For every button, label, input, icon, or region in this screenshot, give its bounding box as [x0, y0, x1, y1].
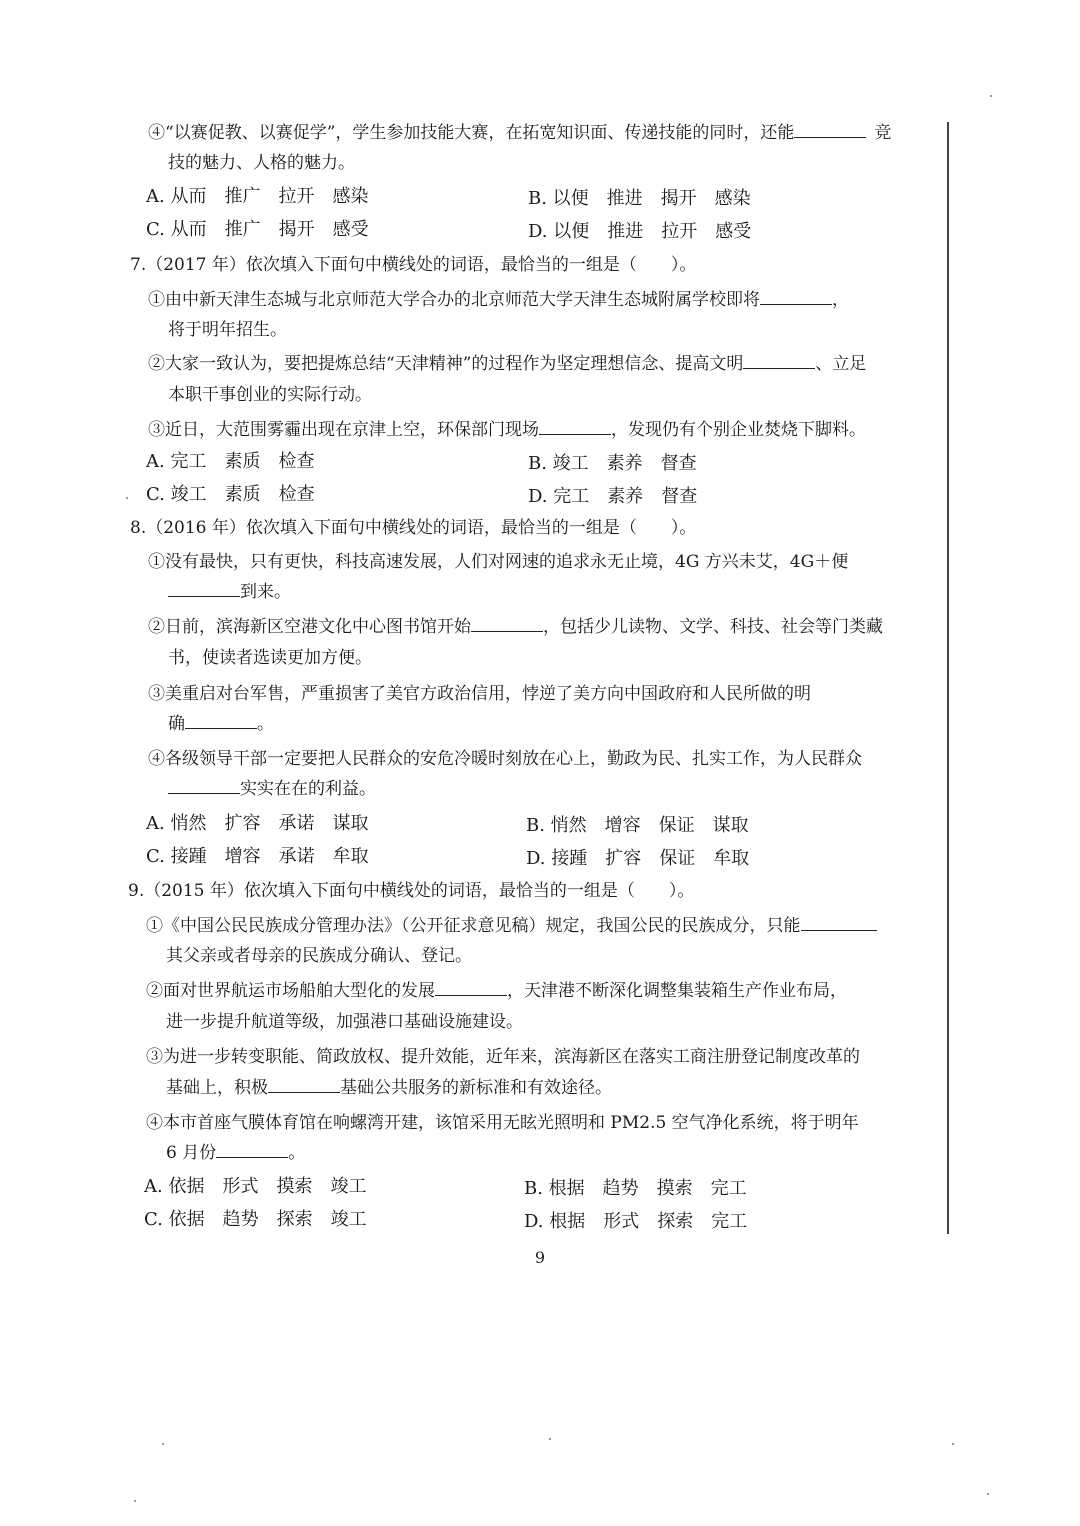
- q6-item4-line1: ④“以赛促教、以赛促学”，学生参加技能大赛，在拓宽知识面、传递技能的同时，还能 竞: [148, 123, 892, 143]
- q8-option-a: A. 悄然 扩容 承诺 谋取: [146, 813, 369, 834]
- scan-speck: [126, 497, 128, 499]
- q6-option-d: D. 以便 推进 拉开 感受: [528, 221, 752, 242]
- q7-item1-line2: 将于明年招生。: [168, 320, 287, 340]
- q9-item2-line2: 进一步提升航道等级，加强港口基础设施建设。: [166, 1012, 523, 1032]
- scan-speck: [134, 1500, 136, 1502]
- scan-speck: [549, 1438, 551, 1440]
- q9-option-a: A. 依据 形式 摸索 竣工: [144, 1176, 367, 1197]
- q7-option-d: D. 完工 素养 督查: [528, 486, 698, 507]
- scan-speck: [990, 95, 992, 97]
- q6-option-c: C. 从而 推广 揭开 感受: [146, 219, 369, 240]
- scan-speck: [162, 1443, 164, 1445]
- answer-blank: [471, 615, 543, 632]
- q9-option-c: C. 依据 趋势 探索 竣工: [144, 1209, 367, 1230]
- scan-speck: [987, 1493, 989, 1495]
- answer-blank: [435, 979, 507, 996]
- q7-stem: 7.（2017 年）依次填入下面句中横线处的词语，最恰当的一组是（ ）。: [130, 255, 697, 275]
- q6-item4-line2: 技的魅力、人格的魅力。: [168, 153, 355, 173]
- q7-item2-line2: 本职干事创业的实际行动。: [168, 385, 372, 405]
- q8-option-c: C. 接踵 增容 承诺 牟取: [146, 846, 369, 867]
- q7-item3: ③近日，大范围雾霾出现在京津上空，环保部门现场 ，发现仍有个别企业焚烧下脚料。: [148, 420, 866, 440]
- q8-item3-line2: 确 。: [168, 714, 274, 734]
- answer-blank: [185, 712, 257, 729]
- q8-item2-line2: 书，使读者选读更加方便。: [168, 648, 372, 668]
- q9-item3-line1: ③为进一步转变职能、简政放权、提升效能，近年来，滨海新区在落实工商注册登记制度改革的: [146, 1047, 860, 1067]
- q9-item1-line2: 其父亲或者母亲的民族成分确认、登记。: [166, 946, 472, 966]
- page-number: 9: [534, 1248, 546, 1267]
- q7-option-a: A. 完工 素质 检查: [146, 451, 315, 472]
- q8-item3-line1: ③美重启对台军售，严重损害了美官方政治信用，悖逆了美方向中国政府和人民所做的明: [148, 684, 811, 704]
- q8-item4-line2: 实实在在的利益。: [168, 776, 376, 802]
- q6-option-b: B. 以便 推进 揭开 感染: [528, 188, 751, 209]
- margin-rule: [947, 122, 949, 1234]
- q7-option-c: C. 竣工 素质 检查: [146, 484, 315, 505]
- q8-item1-line1: ①没有最快，只有更快，科技高速发展，人们对网速的追求永无止境，4G 方兴未艾，4G＋便: [148, 552, 849, 572]
- q9-stem: 9.（2015 年）依次填入下面句中横线处的词语，最恰当的一组是（ ）。: [128, 881, 695, 901]
- q8-option-d: D. 接踵 扩容 保证 牟取: [526, 848, 750, 869]
- q7-item2-line1: ②大家一致认为，要把提炼总结“天津精神”的过程作为坚定理想信念、提高文明 、立足: [148, 354, 867, 374]
- q7-item1-line1: ①由中新天津生态城与北京师范大学合办的北京师范大学天津生态城附属学校即将 ，: [148, 290, 849, 310]
- answer-blank: [743, 352, 815, 369]
- scan-speck: [952, 1443, 954, 1445]
- q9-item4-line1: ④本市首座气膜体育馆在响螺湾开建，该馆采用无眩光照明和 PM2.5 空气净化系统，将于明年: [146, 1113, 859, 1133]
- answer-blank: [760, 288, 832, 305]
- q8-item2-line1: ②日前，滨海新区空港文化中心图书馆开始 ，包括少儿读物、文学、科技、社会等门类藏: [148, 617, 883, 637]
- q9-option-b: B. 根据 趋势 摸索 完工: [524, 1178, 747, 1199]
- q9-item3-line2: 基础上，积极 基础公共服务的新标准和有效途径。: [166, 1078, 612, 1098]
- answer-blank: [794, 121, 866, 138]
- answer-blank: [539, 418, 611, 435]
- q7-option-b: B. 竣工 素养 督查: [528, 453, 697, 474]
- answer-blank: [268, 1076, 340, 1093]
- q8-item1-line2: 到来。: [168, 579, 291, 605]
- q8-stem: 8.（2016 年）依次填入下面句中横线处的词语，最恰当的一组是（ ）。: [130, 518, 697, 538]
- q9-item2-line1: ②面对世界航运市场船舶大型化的发展 ，天津港不断深化调整集装箱生产作业布局，: [146, 981, 847, 1001]
- answer-blank: [216, 1141, 288, 1158]
- answer-blank: [168, 580, 240, 597]
- answer-blank: [801, 914, 877, 931]
- answer-blank: [168, 777, 240, 794]
- q8-item4-line1: ④各级领导干部一定要把人民群众的安危冷暖时刻放在心上，勤政为民、扎实工作，为人民群众: [148, 749, 862, 769]
- q6-option-a: A. 从而 推广 拉开 感染: [146, 186, 369, 207]
- q9-item1-line1: ①《中国公民民族成分管理办法》（公开征求意见稿）规定，我国公民的民族成分，只能: [146, 913, 877, 939]
- q9-item4-line2: 6 月份 。: [166, 1143, 306, 1163]
- q8-option-b: B. 悄然 增容 保证 谋取: [526, 815, 749, 836]
- q9-option-d: D. 根据 形式 探索 完工: [524, 1211, 748, 1232]
